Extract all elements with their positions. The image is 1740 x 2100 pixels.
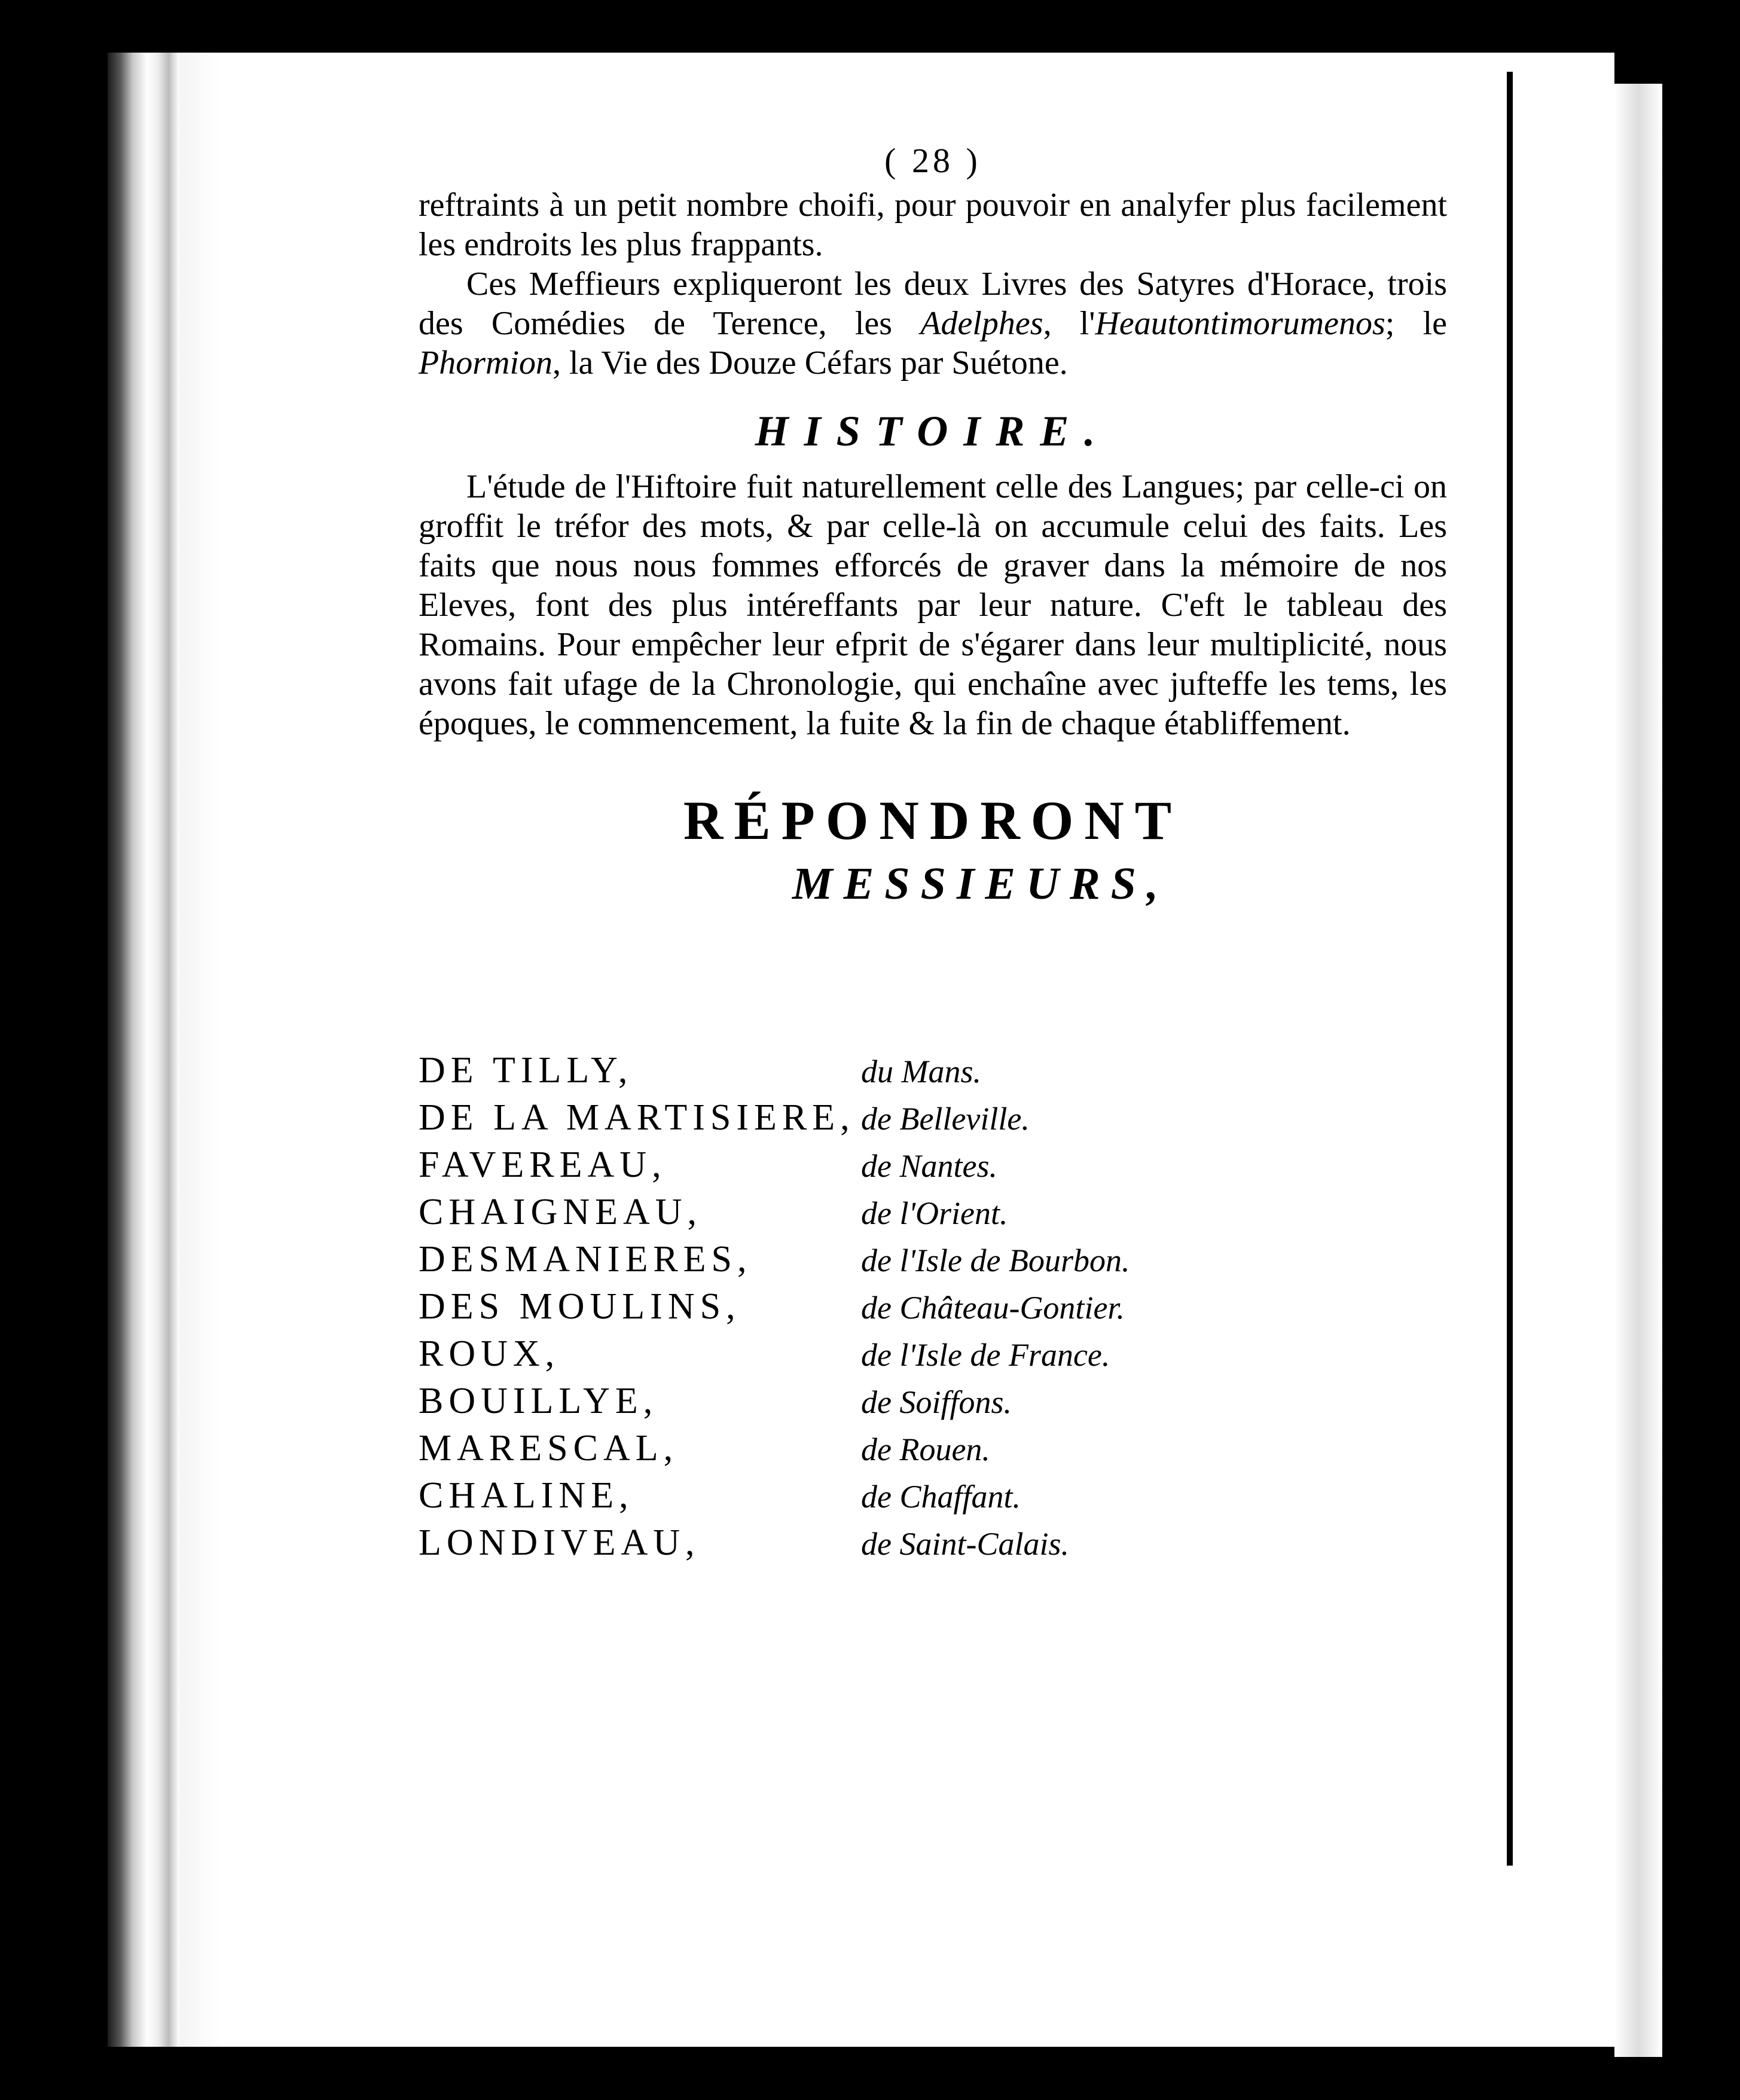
page-number: ( 28 ) <box>884 141 981 180</box>
italic-title: Heautontimorumenos <box>1095 305 1385 342</box>
respondent-name: LONDIVEAU, <box>419 1522 700 1563</box>
paragraph-2 <box>419 264 1447 383</box>
respondents-subheading: MESSIEURS, <box>792 859 1169 909</box>
respondents-heading: RÉPONDRONT <box>683 790 1183 851</box>
paragraph-1 <box>419 185 1447 264</box>
respondent-name: DE TILLY, <box>419 1050 633 1091</box>
respondent-origin: de Nantes. <box>861 1148 997 1184</box>
respondent-row <box>419 1427 1375 1475</box>
respondent-row <box>419 1475 1375 1522</box>
page-text <box>419 141 1447 922</box>
respondent-row <box>419 1333 1375 1380</box>
respondent-origin: de l'Orient. <box>861 1195 1008 1231</box>
text-run: , l' <box>1043 305 1095 342</box>
respondent-name: DES MOULINS, <box>419 1286 741 1327</box>
respondent-row <box>419 1286 1375 1333</box>
respondent-origin: du Mans. <box>861 1054 981 1089</box>
page-edge <box>1507 72 1513 1866</box>
respondent-name: CHAIGNEAU, <box>419 1192 703 1232</box>
respondent-row <box>419 1238 1375 1286</box>
respondent-origin: de Rouen. <box>861 1431 990 1467</box>
page-curl <box>179 53 221 2047</box>
italic-title: Adelphes <box>920 305 1043 342</box>
respondent-origin: de Chaffant. <box>861 1479 1021 1515</box>
respondents-list <box>419 1049 1375 1569</box>
next-page-edge <box>1614 84 1662 2057</box>
respondent-name: DESMANIERES, <box>419 1239 752 1280</box>
respondent-row <box>419 1144 1375 1191</box>
respondent-origin: de Saint-Calais. <box>861 1526 1069 1562</box>
text-run: , la Vie des Douze Céfars par Suétone. <box>552 344 1068 381</box>
section-heading: HISTOIRE. <box>755 407 1111 455</box>
respondent-name: FAVEREAU, <box>419 1144 667 1185</box>
respondent-origin: de Château-Gontier. <box>861 1290 1125 1326</box>
respondent-row <box>419 1380 1375 1427</box>
respondent-name: CHALINE, <box>419 1475 634 1516</box>
respondent-row <box>419 1049 1375 1097</box>
respondent-row <box>419 1191 1375 1238</box>
text-run: Ces Meffieurs expliqueront les deux Livres des Satyres d'Horace, trois des Comédies de Terence, les <box>419 265 1447 342</box>
respondent-name: DE LA MARTISIERE, <box>419 1097 855 1138</box>
respondent-name: MARESCAL, <box>419 1428 679 1469</box>
respondent-row <box>419 1097 1375 1144</box>
italic-title: Phormion <box>419 344 552 381</box>
respondent-origin: de Soiffons. <box>861 1384 1012 1420</box>
text-run: ; le <box>1385 305 1447 342</box>
history-paragraph: L'étude de l'Hiftoire fuit naturellement celle des Langues; par celle-ci on groffit le tréfor des mots, & par celle-là on accumule celui des faits. Les faits que nous nous fommes efforcés de graver dans la mémoire de nos Eleves, font des plus intéreffants par leur nature. C'eft le tableau des Romains. Pour empêcher leur efprit de s'égarer dans leur multiplicité, nous avons fait ufage de la Chronologie, qui enchaîne avec jufteffe les tems, les époques, le commencement, la fuite & la fin de chaque établiffement. <box>419 468 1447 742</box>
respondent-origin: de l'Isle de France. <box>861 1337 1110 1373</box>
text-run: reftraints à un petit nombre choifi, pour pouvoir en analyfer plus facilement les endroits les plus frappants. <box>419 187 1447 263</box>
respondent-name: BOUILLYE, <box>419 1381 658 1421</box>
respondent-row <box>419 1522 1375 1569</box>
book-gutter-shadow <box>108 53 179 2047</box>
respondent-origin: de l'Isle de Bourbon. <box>861 1243 1130 1278</box>
respondent-origin: de Belleville. <box>861 1101 1030 1137</box>
respondent-name: ROUX, <box>419 1333 560 1374</box>
